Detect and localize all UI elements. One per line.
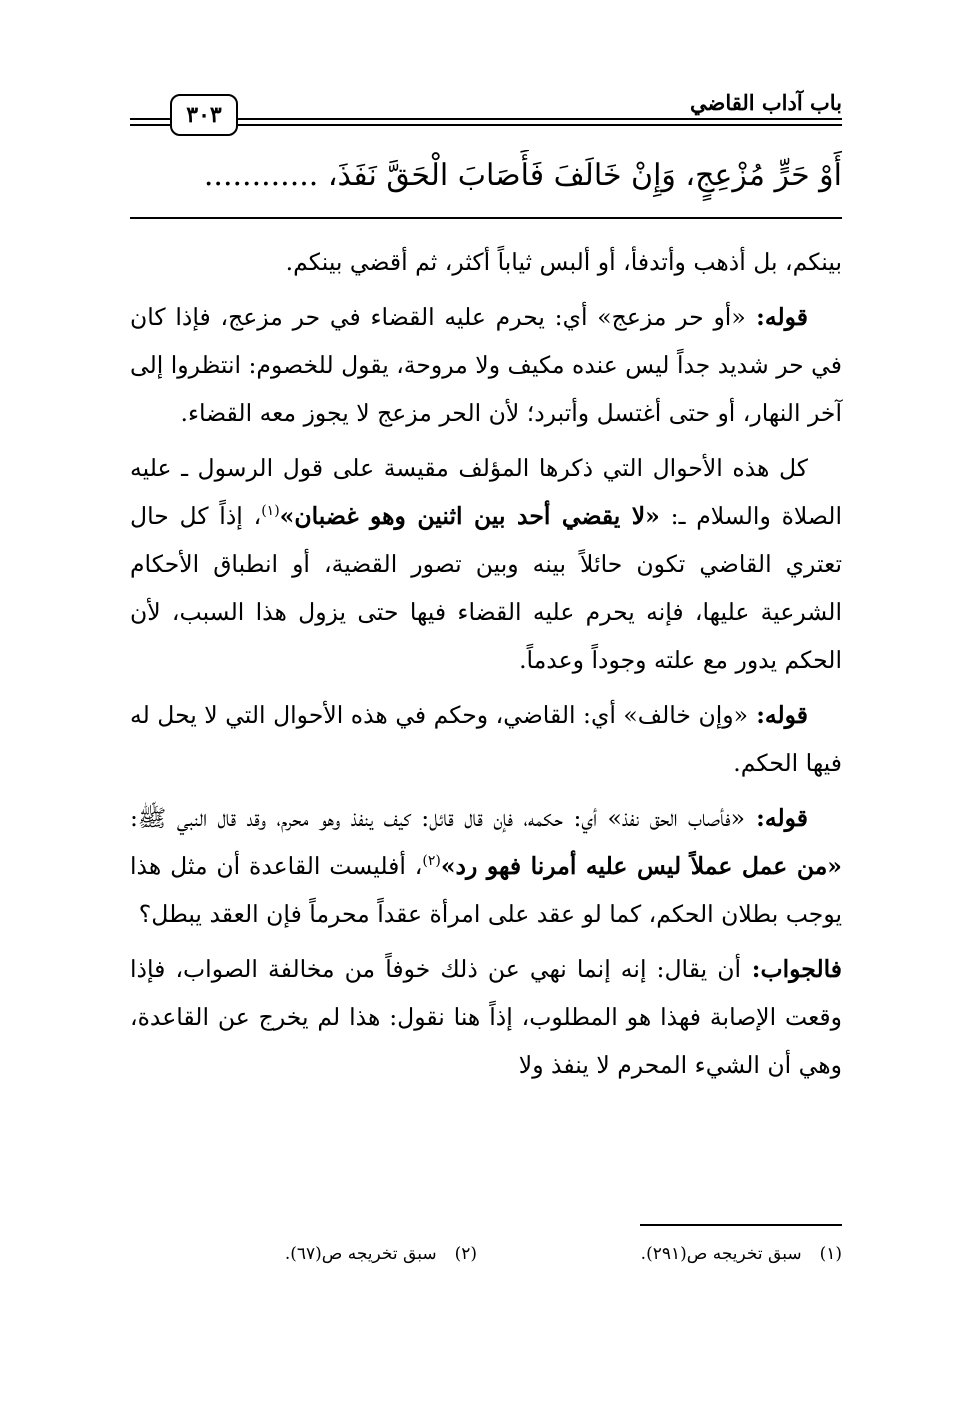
header-rule-left-top <box>130 118 174 120</box>
footnote-2 <box>285 1238 477 1270</box>
header-rule-left-bottom <box>130 124 174 126</box>
footnote-1 <box>641 1238 842 1270</box>
text-segment: ، إذاً كل حال تعتري القاضي تكون حائلاً بينه وبين تصور القضية، أو انطباق الأحكام الشرعية عليها، فإنه يحرم عليه القضاء فيها حتى يزول هذا السبب، لأن الحكم يدور مع علته وجوداً وعدماً. <box>130 502 842 674</box>
paragraph <box>130 293 842 437</box>
text-segment: «وإن خالف» أي: القاضي، وحكم في هذه الأحوال التي لا يحل له فيها الحكم. <box>130 701 842 777</box>
text-segment: كل هذه الأحوال التي ذكرها المؤلف مقيسة على قول الرسول ـ عليه الصلاة والسلام ـ: <box>130 454 842 530</box>
text-segment: بينكم، بل أذهب وأتدفأ، أو ألبس ثياباً أكثر، ثم أقضي بينكم. <box>285 248 842 276</box>
paragraph <box>130 444 842 684</box>
footnote-divider <box>640 1224 842 1226</box>
footnote-number: (٢) <box>454 1244 477 1264</box>
footnote-reference: (٢) <box>422 853 441 870</box>
header-rule-right-top <box>230 118 842 120</box>
footnotes <box>130 1238 842 1270</box>
paragraph <box>130 691 842 787</box>
footnote-text: سبق تخريجه ص(٦٧). <box>284 1244 437 1264</box>
paragraph <box>130 945 842 1089</box>
matn-divider <box>130 217 842 219</box>
chapter-title: باب آداب القاضي <box>689 90 842 115</box>
hadith-quote: «لا يقضي أحد بين اثنين وهو غضبان» <box>279 502 660 530</box>
text-segment: ، أفليست القاعدة أن مثل هذا يوجب بطلان الحكم، كما لو عقد على امرأة عقداً محرماً فإن العقد يبطل؟ <box>130 852 842 928</box>
header-rule-right-bottom <box>230 124 842 126</box>
keyword-label: قوله: <box>745 804 808 832</box>
page-header <box>130 88 842 138</box>
text-segment: «أو حر مزعج» أي: يحرم عليه القضاء في حر مزعج، فإذا كان في حر شديد جداً ليس عنده مكيف ولا مروحة، يقول للخصوم: انتظروا إلى آخر النهار، أو حتى أغتسل وأتبرد؛ لأن الحر مزعج لا يجوز معه القضاء. <box>130 303 842 427</box>
page-number: ٣٠٣ <box>170 94 238 136</box>
footnote-text: سبق تخريجه ص(٢٩١). <box>640 1244 802 1264</box>
hadith-quote: «من عمل عملاً ليس عليه أمرنا فهو رد» <box>440 852 842 880</box>
keyword-label: قوله: <box>745 303 808 331</box>
paragraph <box>130 238 842 286</box>
keyword-label: فالجواب: <box>741 955 843 983</box>
matn-text: أَوْ حَرٍّ مُزْعِجٍ، وَإِنْ خَالَفَ فَأَصَابَ الْحَقَّ نَفَذَ، ............ <box>203 158 842 193</box>
text-segment: أن يقال: إنه إنما نهي عن ذلك خوفاً من مخالفة الصواب، فإذا وقعت الإصابة فهذا هو المطلوب، إذاً هنا نقول: هذا لم يخرج عن القاعدة، وهي أن الشيء المحرم لا ينفذ ولا <box>130 955 842 1079</box>
footnote-reference: (١) <box>261 503 280 520</box>
paragraph <box>130 794 842 938</box>
keyword-label: قوله: <box>747 701 808 729</box>
commentary-body <box>130 238 842 1096</box>
footnote-number: (١) <box>819 1244 842 1264</box>
text-segment: «فأصاب الحق نفذ» أي: حكمه، فإن قال قائل: كيف ينفذ وهو محرم، وقد قال النبي ﷺ: <box>130 804 746 832</box>
